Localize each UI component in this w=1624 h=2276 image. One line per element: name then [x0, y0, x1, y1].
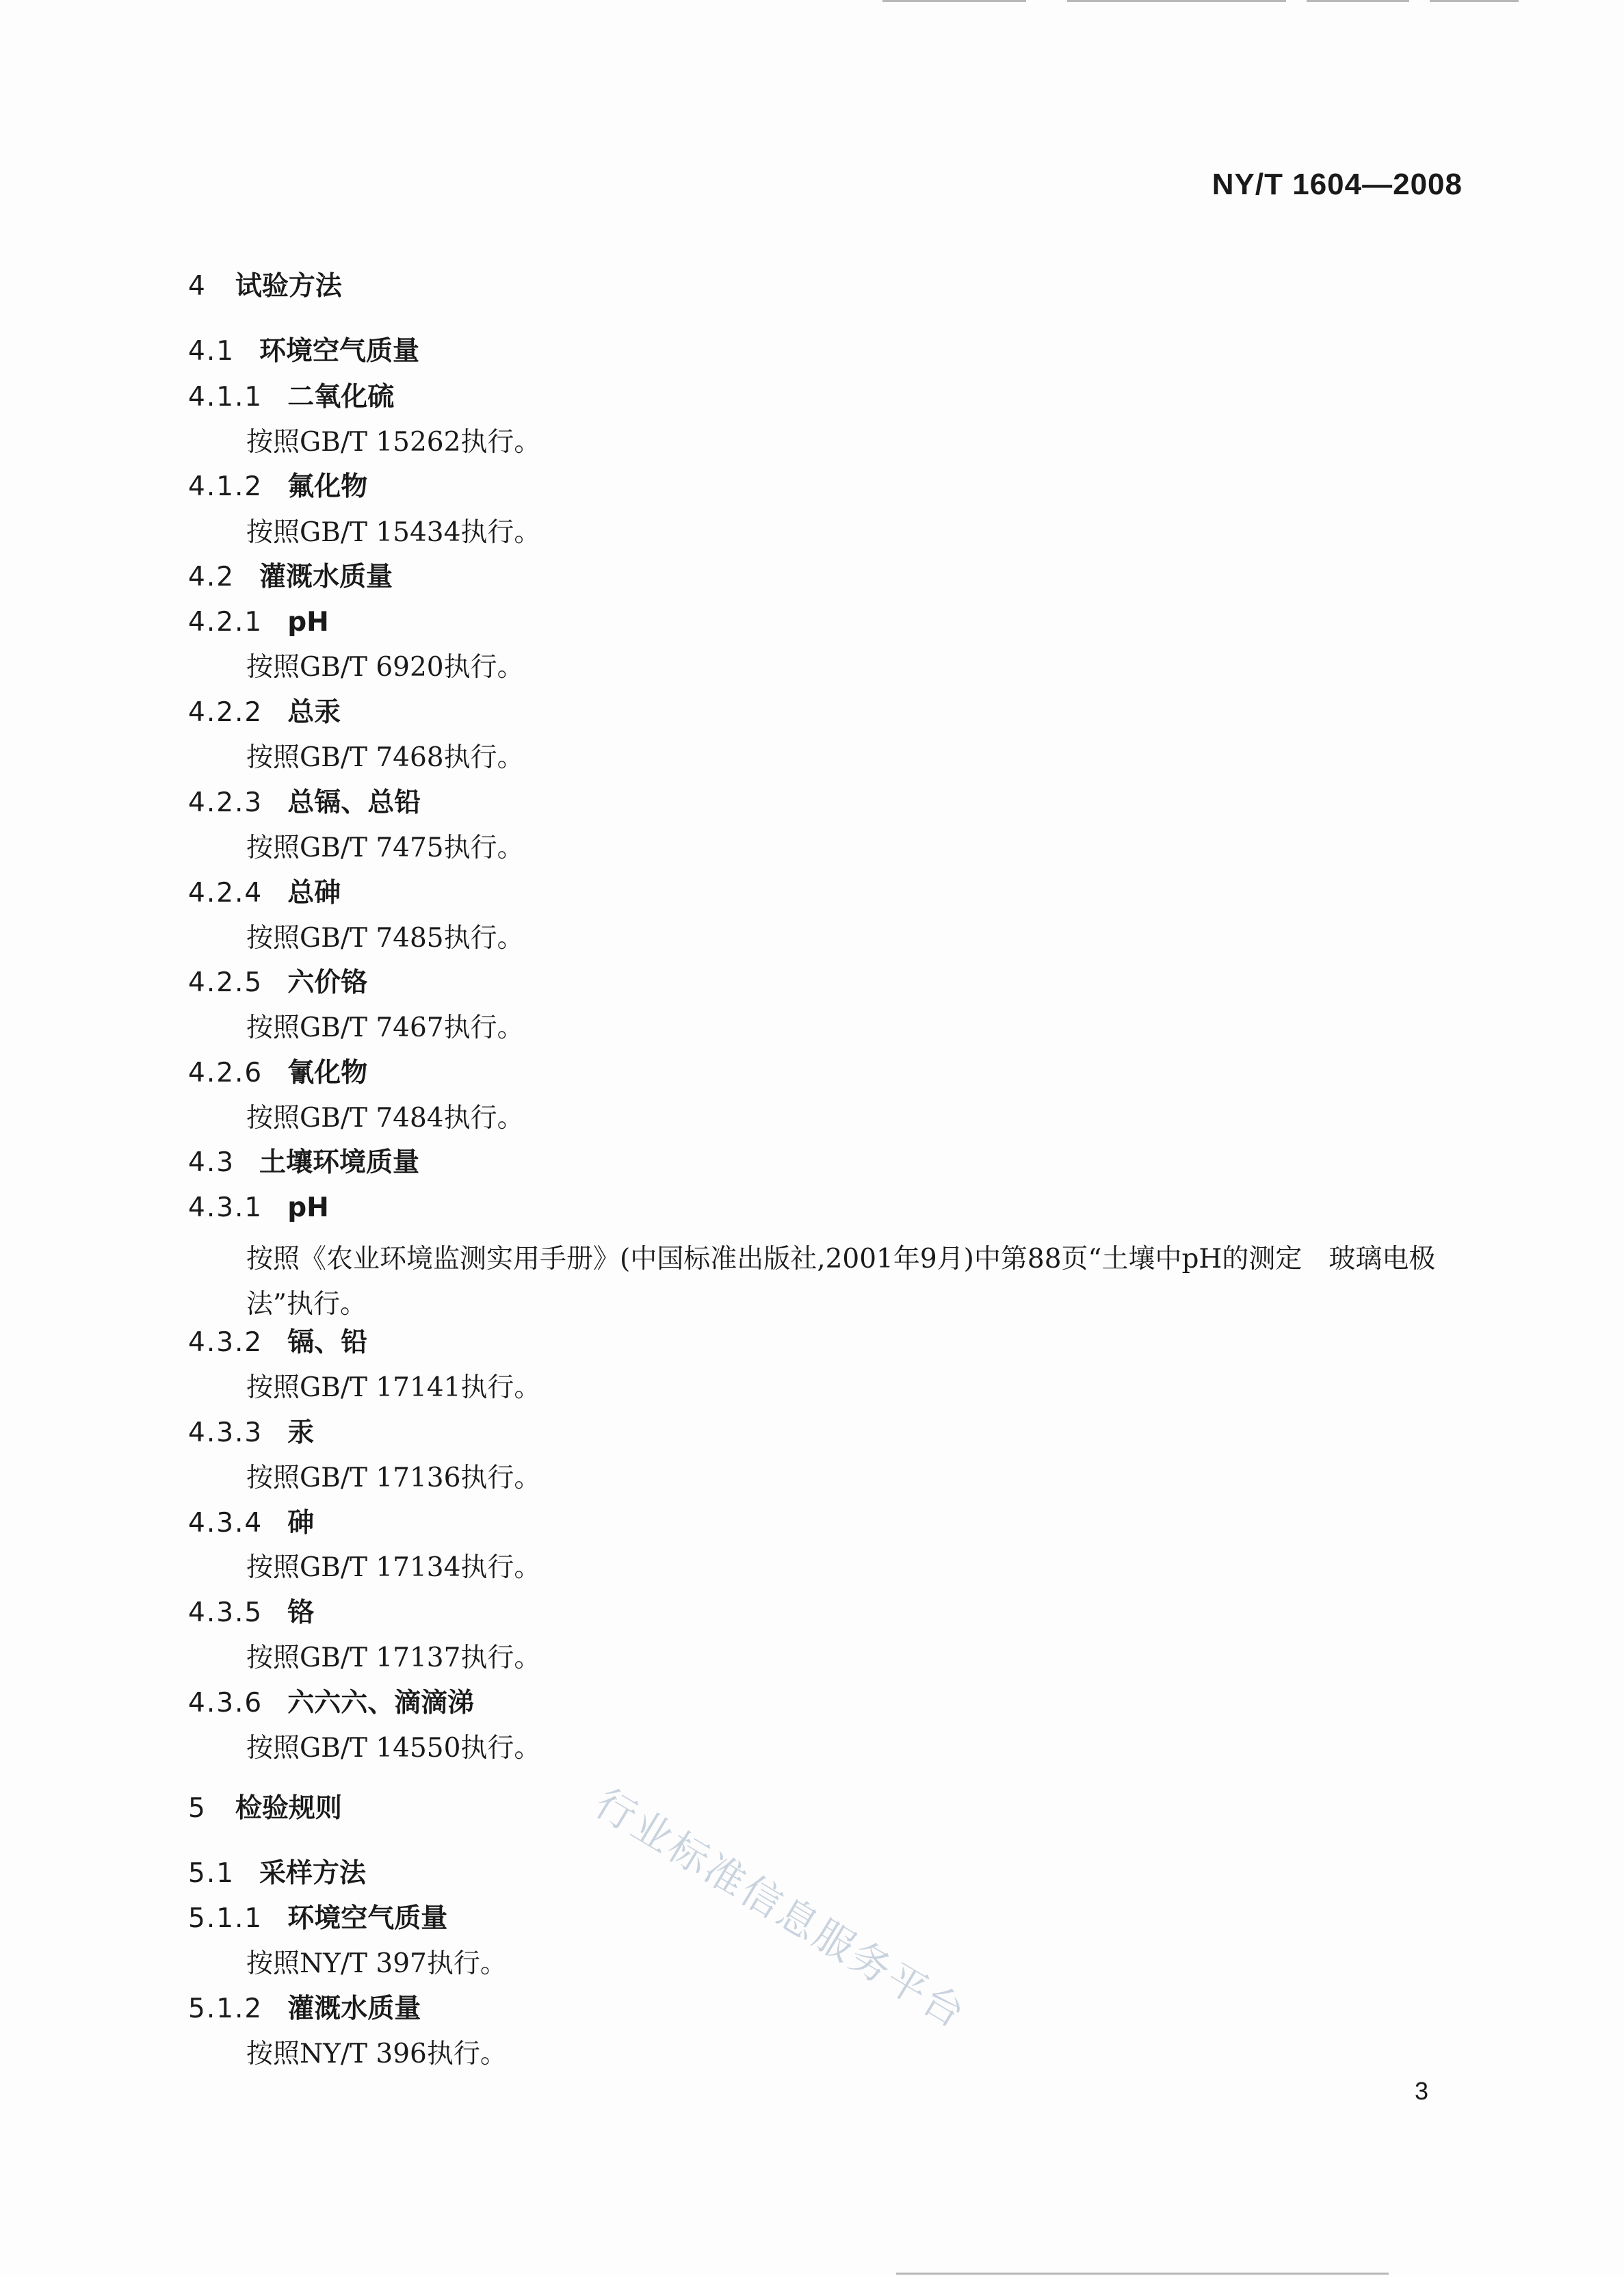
section-title: 检验规则	[235, 1793, 342, 1824]
section-title: 六六六、滴滴涕	[287, 1688, 475, 1718]
section-number: 4.2.5	[188, 967, 263, 998]
section-title: 灌溉水质量	[287, 1993, 421, 2024]
section-number: 5.1.2	[188, 1993, 263, 2024]
body-text: 按照GB/T 7467执行。	[246, 1012, 524, 1043]
section-heading	[188, 1326, 367, 1359]
section-number: 5.1.1	[188, 1903, 263, 1934]
section-heading	[188, 1507, 314, 1540]
section-heading	[188, 1147, 419, 1179]
section-heading	[188, 606, 329, 639]
section-number: 4.2	[188, 562, 235, 592]
body-text: 按照GB/T 17141执行。	[246, 1372, 541, 1403]
standard-number: NY/T 1604—2008	[1212, 168, 1463, 201]
section-number: 4.1	[188, 336, 235, 367]
section-heading	[188, 696, 341, 729]
scan-edge-mark	[1307, 0, 1409, 2]
body-text: 按照GB/T 6920执行。	[246, 652, 524, 683]
section-title: 环境空气质量	[287, 1903, 448, 1934]
section-number: 4.2.4	[188, 878, 263, 908]
chapter-heading	[188, 1792, 342, 1825]
section-title: 氰化物	[287, 1058, 368, 1088]
section-title: 灌溉水质量	[259, 562, 393, 592]
section-number: 4.2.1	[188, 607, 263, 638]
section-number: 5	[188, 1793, 207, 1824]
section-heading	[188, 335, 419, 368]
page-number: 3	[1414, 2077, 1428, 2105]
body-text: 按照GB/T 15262执行。	[246, 427, 541, 458]
section-title: 试验方法	[235, 271, 342, 302]
section-title: 二氧化硫	[287, 382, 395, 413]
scan-edge-mark	[1430, 0, 1519, 2]
section-heading	[188, 1857, 366, 1890]
body-text: 按照NY/T 396执行。	[246, 2039, 507, 2069]
section-title: 镉、铅	[287, 1327, 368, 1358]
section-heading	[188, 471, 367, 503]
section-number: 4.3	[188, 1147, 235, 1178]
section-number: 4.1.2	[188, 471, 263, 502]
section-heading	[188, 877, 341, 910]
section-title: 总镉、总铅	[287, 787, 421, 818]
section-number: 4.3.4	[188, 1508, 263, 1539]
body-text: 按照GB/T 17134执行。	[246, 1552, 541, 1583]
section-title: 总汞	[287, 697, 341, 728]
section-title: 砷	[287, 1508, 315, 1539]
section-title: 环境空气质量	[259, 336, 420, 367]
section-heading	[188, 561, 393, 594]
section-title: 总砷	[287, 878, 341, 908]
section-heading	[188, 1993, 421, 2026]
section-title: 铬	[287, 1597, 315, 1628]
body-text: 按照GB/T 7485执行。	[246, 923, 524, 954]
section-heading	[188, 1687, 474, 1720]
section-heading	[188, 1417, 314, 1450]
scan-edge-mark	[1067, 0, 1286, 2]
section-number: 4.3.2	[188, 1327, 263, 1358]
section-heading	[188, 787, 421, 820]
body-text: 按照GB/T 7475执行。	[246, 833, 524, 863]
section-number: 4.3.3	[188, 1417, 263, 1448]
section-title: 氟化物	[287, 471, 368, 502]
section-heading	[188, 1902, 447, 1935]
section-number: 4.2.2	[188, 697, 263, 728]
body-text: 按照GB/T 14550执行。	[246, 1733, 541, 1764]
section-heading	[188, 381, 394, 414]
section-title: pH	[287, 1192, 329, 1223]
body-text: 按照GB/T 17136执行。	[246, 1463, 541, 1493]
section-number: 4	[188, 271, 207, 302]
body-text: 按照GB/T 7484执行。	[246, 1103, 524, 1134]
section-number: 4.2.6	[188, 1058, 263, 1088]
section-number: 4.3.1	[188, 1192, 263, 1223]
body-text: 按照GB/T 15434执行。	[246, 517, 541, 548]
section-number: 4.1.1	[188, 382, 263, 413]
section-heading	[188, 1057, 367, 1090]
body-text: 按照GB/T 17137执行。	[246, 1643, 541, 1673]
chapter-heading	[188, 270, 342, 303]
section-number: 4.2.3	[188, 787, 263, 818]
watermark: 行业标准信息服务平台	[587, 1779, 975, 2038]
section-title: 土壤环境质量	[259, 1147, 420, 1178]
section-number: 4.3.5	[188, 1597, 263, 1628]
section-heading	[188, 1192, 329, 1225]
section-title: 采样方法	[259, 1858, 367, 1889]
body-text: 按照《农业环境监测实用手册》(中国标准出版社,2001年9月)中第88页“土壤中pH的测定 玻璃电极法”执行。	[246, 1244, 1436, 1320]
section-title: pH	[287, 607, 329, 638]
body-text: 按照GB/T 7468执行。	[246, 742, 524, 773]
section-title: 六价铬	[287, 967, 368, 998]
scan-edge-mark	[896, 2273, 1389, 2275]
body-text: 按照NY/T 397执行。	[246, 1948, 507, 1979]
section-number: 5.1	[188, 1858, 235, 1889]
section-heading	[188, 967, 367, 999]
section-number: 4.3.6	[188, 1688, 263, 1718]
section-heading	[188, 1597, 314, 1630]
scan-edge-mark	[882, 0, 1026, 2]
section-title: 汞	[287, 1417, 315, 1448]
